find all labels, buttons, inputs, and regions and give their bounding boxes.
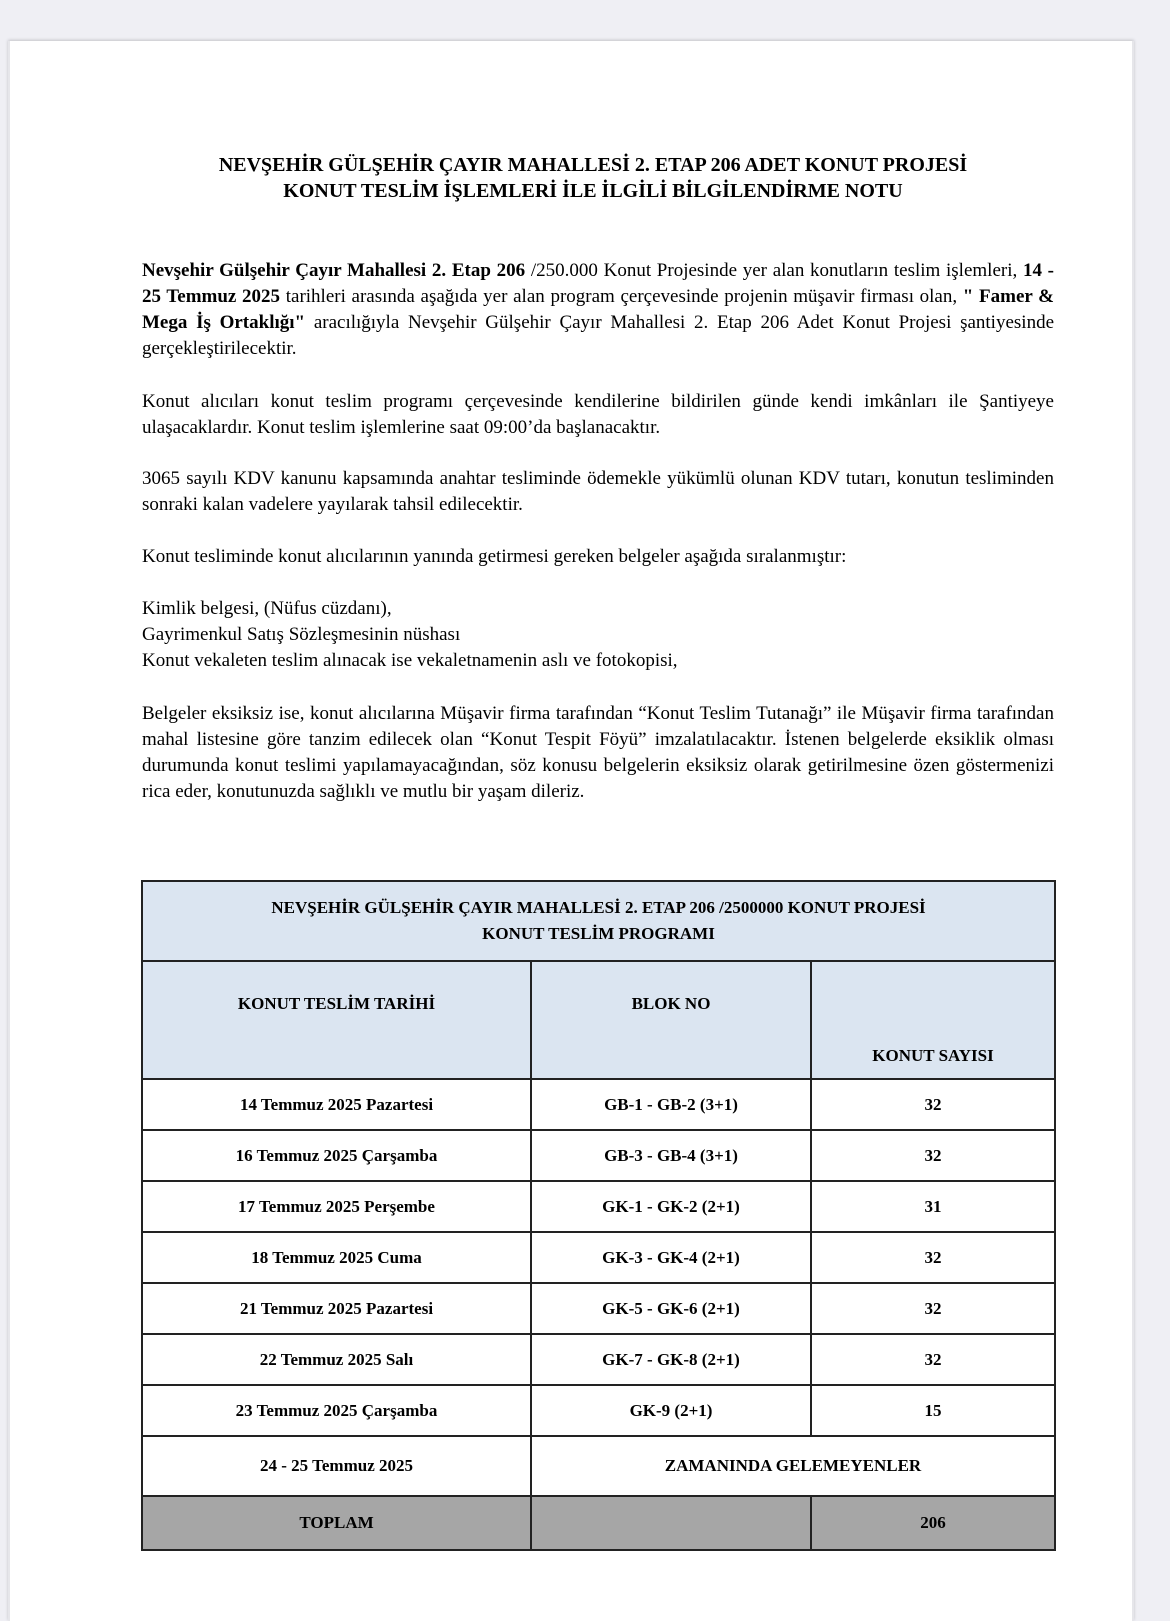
consultant-firm: " Famer & Mega İş Ortaklığı" [142,286,1054,333]
total-blank [531,1496,811,1550]
cell-count: 32 [811,1232,1055,1283]
caption-line-1: NEVŞEHİR GÜLŞEHİR ÇAYIR MAHALLESİ 2. ETAP 206 /2500000 KONUT PROJESİ [271,898,926,917]
title-line-1: NEVŞEHİR GÜLŞEHİR ÇAYIR MAHALLESİ 2. ETAP 206 ADET KONUT PROJESİ [218,154,968,176]
list-item: Gayrimenkul Satış Sözleşmesinin nüshası [142,624,461,645]
cell-date: 18 Temmuz 2025 Cuma [142,1232,531,1283]
intro-text-2: tarihleri arasında aşağıda yer alan program çerçevesinde projenin müşavir firması olan, [280,286,963,307]
cell-count: 32 [811,1283,1055,1334]
cell-late-note: ZAMANINDA GELEMEYENLER [531,1436,1055,1496]
table-caption [142,881,1055,961]
table-row [142,1334,1055,1385]
cell-date: 22 Temmuz 2025 Salı [142,1334,531,1385]
list-item: Kimlik belgesi, (Nüfus cüzdanı), [142,598,392,619]
table-row [142,1385,1055,1436]
cell-count: 32 [811,1130,1055,1181]
table-row [142,1283,1055,1334]
cell-block: GK-5 - GK-6 (2+1) [531,1283,811,1334]
cell-date: 16 Temmuz 2025 Çarşamba [142,1130,531,1181]
cell-date: 24 - 25 Temmuz 2025 [142,1436,531,1496]
table-caption-row [142,881,1055,961]
paragraph-intro [142,258,1054,362]
cell-block: GK-1 - GK-2 (2+1) [531,1181,811,1232]
paragraph-vat: 3065 sayılı KDV kanunu kapsamında anahtar tesliminde ödemekle yükümlü olunan KDV tutarı, konutun tesliminden sonraki kalan vadelere yayılarak tahsil edilecektir. [142,468,1054,515]
total-value: 206 [811,1496,1055,1550]
intro-text-1: /250.000 Konut Projesinde yer alan konutların teslim işlemleri, [525,260,1023,281]
table-header-row [142,961,1055,1079]
cell-count: 32 [811,1334,1055,1385]
intro-text-3: aracılığıyla Nevşehir Gülşehir Çayır Mahallesi 2. Etap 206 Adet Konut Projesi şantiyesinde gerçekleştirilecektir. [142,312,1054,359]
cell-block: GK-9 (2+1) [531,1385,811,1436]
total-label: TOPLAM [142,1496,531,1550]
cell-date: 21 Temmuz 2025 Pazartesi [142,1283,531,1334]
cell-count: 31 [811,1181,1055,1232]
delivery-dates: 14 - 25 Temmuz 2025 [142,260,1055,307]
paragraph-arrival: Konut alıcıları konut teslim programı çerçevesinde kendilerine bildirilen günde kendi imkânları ile Şantiyeye ulaşacaklardır. Konut teslim işlemlerine saat 09:00’da başlanacaktır. [142,391,1054,438]
cell-count: 32 [811,1079,1055,1130]
cell-block: GK-7 - GK-8 (2+1) [531,1334,811,1385]
list-item: Konut vekaleten teslim alınacak ise vekaletnamenin aslı ve fotokopisi, [142,650,678,671]
late-arrivals-row [142,1436,1055,1496]
cell-date: 14 Temmuz 2025 Pazartesi [142,1079,531,1130]
title-line-2: KONUT TESLİM İŞLEMLERİ İLE İLGİLİ BİLGİLENDİRME NOTU [283,180,903,202]
cell-date: 17 Temmuz 2025 Perşembe [142,1181,531,1232]
table-row [142,1130,1055,1181]
header-block: BLOK NO [531,961,811,1079]
cell-block: GB-3 - GB-4 (3+1) [531,1130,811,1181]
required-documents-list [142,596,678,674]
cell-block: GK-3 - GK-4 (2+1) [531,1232,811,1283]
cell-date: 23 Temmuz 2025 Çarşamba [142,1385,531,1436]
header-count: KONUT SAYISI [811,961,1055,1079]
cell-block: GB-1 - GB-2 (3+1) [531,1079,811,1130]
cell-count: 15 [811,1385,1055,1436]
document-title [0,152,1170,204]
header-date: KONUT TESLİM TARİHİ [142,961,531,1079]
table-row [142,1079,1055,1130]
total-row [142,1496,1055,1550]
project-name: Nevşehir Gülşehir Çayır Mahallesi 2. Etap 206 [142,260,526,281]
table-row [142,1181,1055,1232]
paragraph-documents-intro: Konut tesliminde konut alıcılarının yanında getirmesi gereken belgeler aşağıda sıralanmıştır: [142,546,847,567]
caption-line-2: KONUT TESLİM PROGRAMI [482,924,715,943]
paragraph-closing: Belgeler eksiksiz ise, konut alıcılarına Müşavir firma tarafından “Konut Teslim Tutanağı” ile Müşavir firma tarafından mahal listesine göre tanzim edilecek olan “Konut Tespit Föyü” imzalatılacaktır. İstenen belgelerde eksiklik olması durumunda konut teslimi yapılamayacağından, söz konusu belgelerin eksiksiz olarak getirilmesine özen göstermenizi rica eder, konutunuzda sağlıklı ve mutlu bir yaşam dileriz. [142,703,1054,802]
table-row [142,1232,1055,1283]
delivery-schedule-table [141,880,1056,1551]
